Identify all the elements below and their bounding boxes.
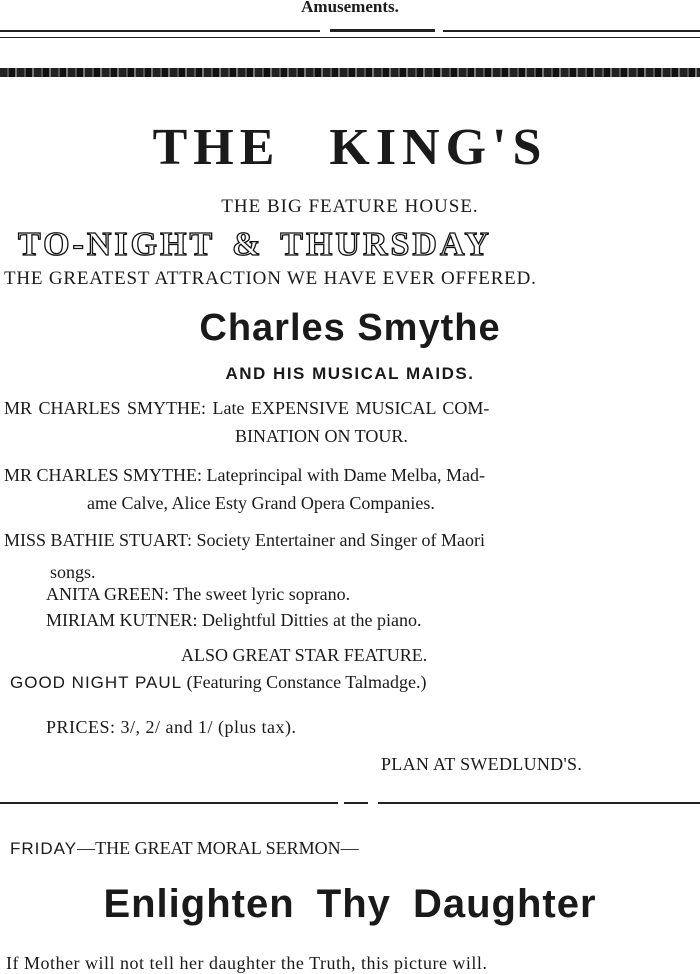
booking-plan-line: PLAN AT SWEDLUND'S.: [381, 754, 583, 774]
header-rule-right: [443, 30, 700, 32]
headliner-name: Charles Smythe: [199, 307, 501, 349]
film-title: Enlighten Thy Daughter: [103, 882, 597, 926]
divider-rule-middle: [344, 802, 368, 804]
divider-rule-left: [0, 802, 338, 804]
performer-name: MR CHARLES SMYTHE:: [4, 398, 207, 418]
header-rule-middle: [330, 29, 435, 32]
attraction-line: THE GREATEST ATTRACTION WE HAVE EVER OFFERED.: [4, 268, 537, 289]
performer-name: MIRIAM KUTNER:: [46, 610, 198, 630]
performer-description: Delightful Ditties at the piano.: [202, 610, 422, 630]
show-dates: TO-NIGHT & THURSDAY: [18, 226, 492, 263]
divider-rule-right: [378, 802, 700, 804]
theatre-tagline: THE BIG FEATURE HOUSE.: [221, 196, 479, 217]
friday-day: FRIDAY: [10, 839, 78, 858]
performer-description: Late EXPENSIVE MUSICAL COM-: [212, 398, 490, 418]
performer-description-continued: BINATION ON TOUR.: [235, 426, 408, 446]
performer-entry: [46, 584, 350, 605]
theatre-name: THE KING'S: [152, 119, 548, 176]
headliner-subtitle: AND HIS MUSICAL MAIDS.: [225, 364, 475, 383]
ornamental-border: [0, 68, 700, 77]
section-header: Amusements.: [301, 0, 399, 16]
prices-line: PRICES: 3/, 2/ and 1/ (plus tax).: [46, 717, 297, 737]
header-rule-lower: [0, 37, 700, 38]
performer-description-continued: ame Calve, Alice Esty Grand Opera Companies.: [87, 493, 435, 513]
performer-entry: [4, 398, 489, 419]
performer-description: Lateprincipal with Dame Melba, Mad-: [206, 465, 485, 485]
feature-picture: [10, 672, 426, 693]
performer-name: ANITA GREEN:: [46, 584, 170, 604]
friday-label: —THE GREAT MORAL SERMON—: [77, 838, 359, 858]
performer-name: MISS BATHIE STUART:: [4, 530, 193, 550]
film-tagline: If Mother will not tell her daughter the Truth, this picture will.: [6, 953, 488, 973]
performer-entry: [4, 530, 485, 551]
performer-description: The sweet lyric soprano.: [173, 584, 351, 604]
friday-announcement: [10, 838, 359, 859]
picture-note: (Featuring Constance Talmadge.): [186, 672, 427, 692]
performer-entry: [4, 465, 485, 486]
also-feature-line: ALSO GREAT STAR FEATURE.: [181, 645, 428, 665]
performer-description-continued: songs.: [50, 562, 96, 582]
performer-entry: [46, 610, 421, 631]
header-rule-left: [0, 30, 320, 32]
performer-name: MR CHARLES SMYTHE:: [4, 465, 203, 485]
performer-description: Society Entertainer and Singer of Maori: [196, 530, 485, 550]
picture-title: GOOD NIGHT PAUL: [10, 673, 183, 692]
